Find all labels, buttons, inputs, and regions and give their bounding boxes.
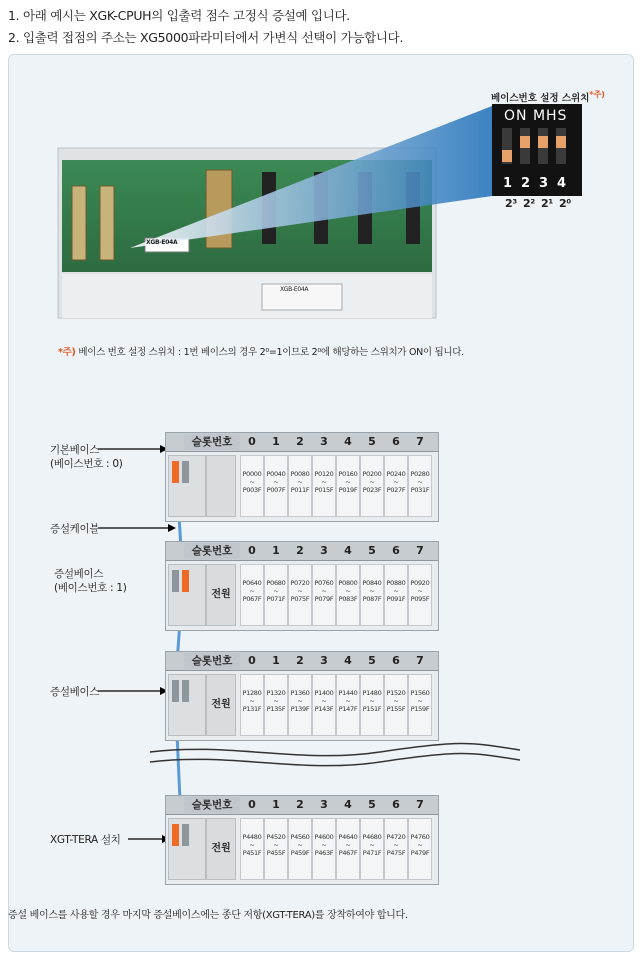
slot-number-5: 5 [368,798,376,811]
ext-base2-label: 증설베이스 [50,686,100,698]
connector-active [172,461,179,483]
extension-base-1 [165,541,439,631]
intro-line-2: 2. 입출력 접점의 주소는 XG5000파라미터에서 가변식 선택이 가능합니다. [8,30,404,45]
io-slot-2 [288,674,312,736]
address-start: P1560 [410,689,430,697]
slot-number-0: 0 [248,544,256,557]
address-tilde: ~ [321,697,327,705]
cable-label: 증설케이블 [50,523,100,535]
address-start: P4520 [266,833,286,841]
slot-number-4: 4 [344,544,352,557]
address-start: P0840 [362,579,382,587]
address-start: P0200 [362,470,382,478]
io-slot-6 [384,674,408,736]
address-end: P011F [290,486,310,494]
extension-base-last [165,795,439,885]
switch-num-1: 1 [503,176,512,191]
address-start: P0800 [338,579,358,587]
main-base [165,432,439,522]
extension-base-2 [165,651,439,741]
address-tilde: ~ [273,841,279,849]
address-tilde: ~ [249,697,255,705]
slot-header-title: 슬롯번호 [184,434,240,450]
address-end: P463F [314,849,334,857]
slot-number-1: 1 [272,654,280,667]
address-tilde: ~ [297,697,303,705]
address-end: P091F [386,595,406,603]
io-slot-6 [384,564,408,626]
address-start: P0920 [410,579,430,587]
slot-number-7: 7 [416,435,424,448]
address-end: P131F [242,705,262,713]
address-end: P159F [410,705,430,713]
io-slot-5 [360,818,384,880]
address-start: P0160 [338,470,358,478]
address-end: P067F [242,595,262,603]
io-slot-3 [312,455,336,517]
io-slot-7 [408,674,432,736]
io-slot-6 [384,455,408,517]
address-end: P135F [266,705,286,713]
address-tilde: ~ [369,478,375,486]
address-end: P475F [386,849,406,857]
io-slot-3 [312,674,336,736]
main-base-number: (베이스번호 : 0) [50,458,123,470]
io-slot-3 [312,564,336,626]
io-slot-1 [264,455,288,517]
address-start: P0080 [290,470,310,478]
io-slot-0 [240,564,264,626]
io-slot-7 [408,455,432,517]
switch-on-label: ON MHS [504,108,568,124]
switch-num-4: 4 [557,176,566,191]
io-slot-3 [312,818,336,880]
address-start: P0000 [242,470,262,478]
address-tilde: ~ [369,587,375,595]
address-end: P467F [338,849,358,857]
slot-number-2: 2 [296,798,304,811]
address-start: P0640 [242,579,262,587]
address-tilde: ~ [249,587,255,595]
slot-number-3: 3 [320,654,328,667]
address-start: P0880 [386,579,406,587]
address-end: P147F [338,705,358,713]
connector-left-1 [72,186,86,260]
slot-number-1: 1 [272,435,280,448]
address-tilde: ~ [249,841,255,849]
address-start: P1520 [386,689,406,697]
io-slot-0 [240,674,264,736]
slot-number-3: 3 [320,798,328,811]
switch-power-1: 2³ [505,197,517,210]
slot-header-title: 슬롯번호 [184,543,240,559]
slot-number-1: 1 [272,798,280,811]
main-base-label: 기본베이스 [50,444,100,456]
address-tilde: ~ [321,478,327,486]
connector-idle [182,461,189,483]
address-start: P1440 [338,689,358,697]
address-start: P4680 [362,833,382,841]
connector-active [172,824,179,846]
connector-idle [172,680,179,702]
slot-header-title: 슬롯번호 [184,797,240,813]
slot-number-0: 0 [248,435,256,448]
io-slot-1 [264,564,288,626]
slot-number-6: 6 [392,798,400,811]
address-end: P019F [338,486,358,494]
footer-note: 증설 베이스를 사용할 경우 마지막 증설베이스에는 종단 저항(XGT-TERA)를 장착하여야 합니다. [8,910,408,921]
base-bottom [62,274,432,318]
connector-idle [182,680,189,702]
intro-line-1: 1. 아래 예시는 XGK-CPUH의 입출력 점수 고정식 증설예 입니다. [8,8,350,23]
address-end: P151F [362,705,382,713]
connector-active [182,570,189,592]
slot-number-5: 5 [368,654,376,667]
address-end: P083F [338,595,358,603]
address-tilde: ~ [321,841,327,849]
address-start: P1280 [242,689,262,697]
tera-label: XGT-TERA 설치 [50,834,121,846]
address-start: P4480 [242,833,262,841]
address-tilde: ~ [393,697,399,705]
address-end: P095F [410,595,430,603]
address-start: P0120 [314,470,334,478]
address-start: P4640 [338,833,358,841]
io-slot-5 [360,455,384,517]
io-slot-1 [264,818,288,880]
slot-number-3: 3 [320,544,328,557]
switch-power-2: 2² [523,197,535,210]
power-module: 전원 [206,674,236,736]
slot-number-2: 2 [296,435,304,448]
slot-number-2: 2 [296,544,304,557]
io-slot-7 [408,564,432,626]
address-end: P079F [314,595,334,603]
switch-title: 베이스번호 설정 스위치$^{*주)}$ [491,90,605,105]
switch-power-3: 2¹ [541,197,553,210]
power-module: 전원 [206,564,236,626]
nameplate-text: XGB-E04A [280,286,309,293]
ext-base1-number: (베이스번호 : 1) [54,582,127,594]
slot-header-row [166,433,438,452]
io-slot-5 [360,564,384,626]
address-start: P4600 [314,833,334,841]
io-slot-7 [408,818,432,880]
slot-number-7: 7 [416,544,424,557]
address-end: P003F [242,486,262,494]
empty-module [206,455,236,517]
io-slot-0 [240,818,264,880]
io-slot-0 [240,455,264,517]
address-start: P0720 [290,579,310,587]
address-tilde: ~ [417,478,423,486]
address-tilde: ~ [345,697,351,705]
slot-header-row [166,796,438,815]
address-tilde: ~ [417,587,423,595]
address-start: P1480 [362,689,382,697]
module-label-text: XGB-E04A [146,239,178,246]
slot-number-1: 1 [272,544,280,557]
address-start: P0040 [266,470,286,478]
io-slot-6 [384,818,408,880]
switch-num-2: 2 [521,176,530,191]
address-start: P1400 [314,689,334,697]
address-tilde: ~ [345,841,351,849]
slot-number-4: 4 [344,798,352,811]
power-module: 전원 [206,818,236,880]
address-tilde: ~ [297,478,303,486]
address-tilde: ~ [345,478,351,486]
io-slot-5 [360,674,384,736]
address-end: P455F [266,849,286,857]
address-start: P0760 [314,579,334,587]
connector-idle [182,824,189,846]
address-tilde: ~ [321,587,327,595]
address-end: P027F [386,486,406,494]
address-end: P139F [290,705,310,713]
io-slot-2 [288,564,312,626]
address-end: P451F [242,849,262,857]
address-end: P479F [410,849,430,857]
slot-number-6: 6 [392,544,400,557]
address-tilde: ~ [273,478,279,486]
address-start: P0280 [410,470,430,478]
address-tilde: ~ [393,478,399,486]
address-end: P471F [362,849,382,857]
address-end: P015F [314,486,334,494]
address-tilde: ~ [369,697,375,705]
address-tilde: ~ [249,478,255,486]
address-end: P031F [410,486,430,494]
io-slot-4 [336,818,360,880]
slot-number-0: 0 [248,798,256,811]
address-tilde: ~ [417,841,423,849]
address-end: P087F [362,595,382,603]
slot-number-7: 7 [416,654,424,667]
connector-left-2 [100,186,114,260]
address-start: P0240 [386,470,406,478]
address-start: P0680 [266,579,286,587]
address-tilde: ~ [345,587,351,595]
address-tilde: ~ [297,841,303,849]
address-start: P4560 [290,833,310,841]
io-slot-4 [336,564,360,626]
address-end: P023F [362,486,382,494]
slot-number-6: 6 [392,654,400,667]
address-end: P007F [266,486,286,494]
slot-number-5: 5 [368,435,376,448]
address-start: P1360 [290,689,310,697]
address-start: P4720 [386,833,406,841]
address-tilde: ~ [369,841,375,849]
slot-number-0: 0 [248,654,256,667]
address-tilde: ~ [393,587,399,595]
slot-number-5: 5 [368,544,376,557]
slot-header-row [166,542,438,561]
slot-number-3: 3 [320,435,328,448]
io-slot-4 [336,455,360,517]
address-tilde: ~ [273,697,279,705]
switch-num-3: 3 [539,176,548,191]
slot-number-4: 4 [344,654,352,667]
slot-number-7: 7 [416,798,424,811]
connector-idle [172,570,179,592]
address-end: P155F [386,705,406,713]
address-tilde: ~ [297,587,303,595]
slot-number-4: 4 [344,435,352,448]
address-end: P459F [290,849,310,857]
address-tilde: ~ [393,841,399,849]
switch-power-4: 2⁰ [559,197,571,210]
address-end: P143F [314,705,334,713]
io-slot-1 [264,674,288,736]
ext-base1-label: 증설베이스 [54,568,104,580]
io-slot-2 [288,818,312,880]
io-slot-2 [288,455,312,517]
slot-header-title: 슬롯번호 [184,653,240,669]
address-start: P4760 [410,833,430,841]
address-start: P1320 [266,689,286,697]
slot-number-2: 2 [296,654,304,667]
io-slot-4 [336,674,360,736]
slot-number-6: 6 [392,435,400,448]
address-end: P071F [266,595,286,603]
slot-header-row [166,652,438,671]
address-tilde: ~ [417,697,423,705]
address-end: P075F [290,595,310,603]
address-tilde: ~ [273,587,279,595]
switch-note: *주) 베이스 번호 설정 스위치 : 1번 베이스의 경우 2⁰=1이므로 2⁰에 해당하는 스위치가 ON이 됩니다. [58,347,464,358]
